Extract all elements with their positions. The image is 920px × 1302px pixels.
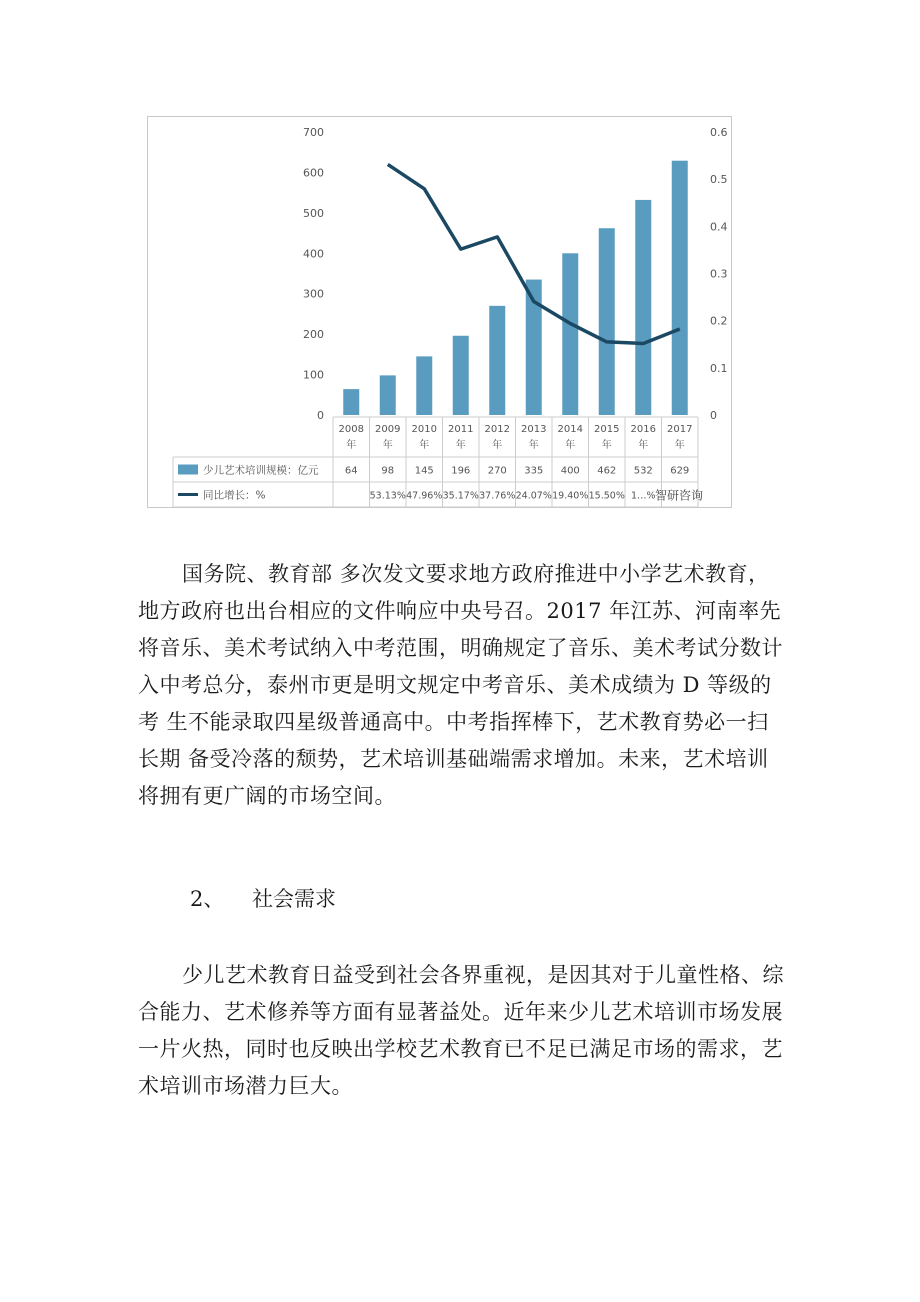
- paragraph-social-demand: 少儿艺术教育日益受到社会各界重视，是因其对于儿童性格、综合能力、艺术修养等方面有显著益处。近年来少儿艺术培训市场发展一片火热，同时也反映出学校艺术教育已不足已满足市场的需求，艺术培训市场潜力巨大。: [138, 963, 784, 1098]
- line-data-label: 37.76%: [479, 490, 516, 502]
- bar-data-label: 270: [487, 465, 507, 477]
- bar-data-label: 629: [670, 465, 690, 477]
- x-category-label: 年: [382, 440, 393, 451]
- line-data-label: 24.07%: [515, 490, 552, 502]
- line-data-label: 19.40%: [552, 490, 589, 502]
- watermark-text: 智研咨询: [654, 488, 703, 503]
- bar-data-label: 462: [597, 465, 617, 477]
- x-category-label: 2014: [557, 424, 583, 435]
- bar-5: [489, 306, 505, 415]
- x-category-label: 年: [528, 440, 539, 451]
- bar-data-label: 196: [451, 465, 471, 477]
- y-left-tick-label: 100: [303, 368, 324, 382]
- x-category-label: 年: [638, 440, 649, 451]
- y-right-tick-label: 0: [710, 409, 717, 422]
- legend-bar-label: 少儿艺术培训规模：亿元: [203, 464, 319, 477]
- bar-3: [416, 356, 432, 415]
- chart-svg: [148, 117, 733, 509]
- x-category-label: 年: [455, 440, 466, 451]
- bar-data-label: 335: [524, 465, 544, 477]
- bar-4: [453, 336, 469, 415]
- x-category-label: 2017: [667, 424, 693, 435]
- y-right-tick-label: 0.1: [710, 361, 728, 375]
- x-category-label: 2016: [630, 424, 656, 435]
- bar-9: [635, 200, 651, 415]
- line-data-label: 47.96%: [406, 490, 443, 502]
- x-category-label: 年: [346, 440, 357, 451]
- line-data-label: 15.50%: [588, 490, 625, 502]
- y-left-tick-label: 200: [303, 328, 324, 342]
- x-category-label: 2013: [521, 424, 547, 435]
- bar-data-label: 98: [381, 465, 395, 477]
- y-left-tick-label: 600: [303, 166, 324, 180]
- line-data-label: 1…%: [630, 490, 656, 502]
- paragraph-policy: 国务院、教育部 多次发文要求地方政府推进中小学艺术教育，地方政府也出台相应的文件响应中央号召。2017 年江苏、河南率先将音乐、美术考试纳入中考范围，明确规定了音乐、美术考试分数计 入中考总分，泰州市更是明文规定中考音乐、美术成绩为 D 等级的考 生不能录取四星级普通高中。中考指挥棒下，艺术教育势必一扫长期 备受冷落的颓势，艺术培训基础端需求增加。未来，艺术培训将拥有更广阔的市场空间。: [138, 562, 783, 808]
- x-category-label: 2015: [594, 424, 620, 435]
- section-number: 2、: [190, 887, 225, 911]
- x-category-label: 年: [492, 440, 503, 451]
- x-category-label: 年: [419, 440, 430, 451]
- line-data-label: 35.17%: [442, 490, 479, 502]
- x-category-label: 2008: [338, 424, 364, 435]
- bar-2: [380, 375, 396, 415]
- x-category-label: 年: [674, 440, 685, 451]
- x-category-label: 2009: [375, 424, 401, 435]
- x-category-label: 2012: [484, 424, 510, 435]
- y-right-tick-label: 0.3: [710, 267, 728, 281]
- y-left-tick-label: 400: [303, 247, 324, 261]
- y-left-tick-label: 700: [303, 126, 324, 139]
- bar-1: [343, 389, 359, 415]
- x-category-label: 年: [565, 440, 576, 451]
- bar-data-label: 400: [560, 465, 580, 477]
- bar-8: [599, 228, 615, 415]
- x-category-label: 2010: [411, 424, 437, 435]
- y-left-tick-label: 300: [303, 287, 324, 301]
- bar-data-label: 532: [633, 465, 653, 477]
- y-right-tick-label: 0.2: [710, 314, 728, 328]
- chart-figure: [147, 116, 732, 508]
- y-left-tick-label: 500: [303, 206, 324, 220]
- section-heading: [190, 884, 336, 914]
- x-category-label: 2011: [448, 424, 474, 435]
- y-right-tick-label: 0.5: [710, 173, 728, 187]
- bar-10: [672, 161, 688, 415]
- legend-bar-swatch: [178, 465, 198, 475]
- line-data-label: 53.13%: [369, 490, 406, 502]
- bar-data-label: 64: [344, 465, 358, 477]
- y-right-tick-label: 0.6: [710, 126, 728, 139]
- y-left-tick-label: 0: [317, 409, 324, 422]
- x-category-label: 年: [601, 440, 612, 451]
- y-right-tick-label: 0.4: [710, 220, 728, 234]
- bar-7: [562, 253, 578, 415]
- bar-data-label: 145: [414, 465, 434, 477]
- legend-line-label: 同比增长：%: [203, 489, 266, 502]
- section-title: 社会需求: [252, 887, 336, 911]
